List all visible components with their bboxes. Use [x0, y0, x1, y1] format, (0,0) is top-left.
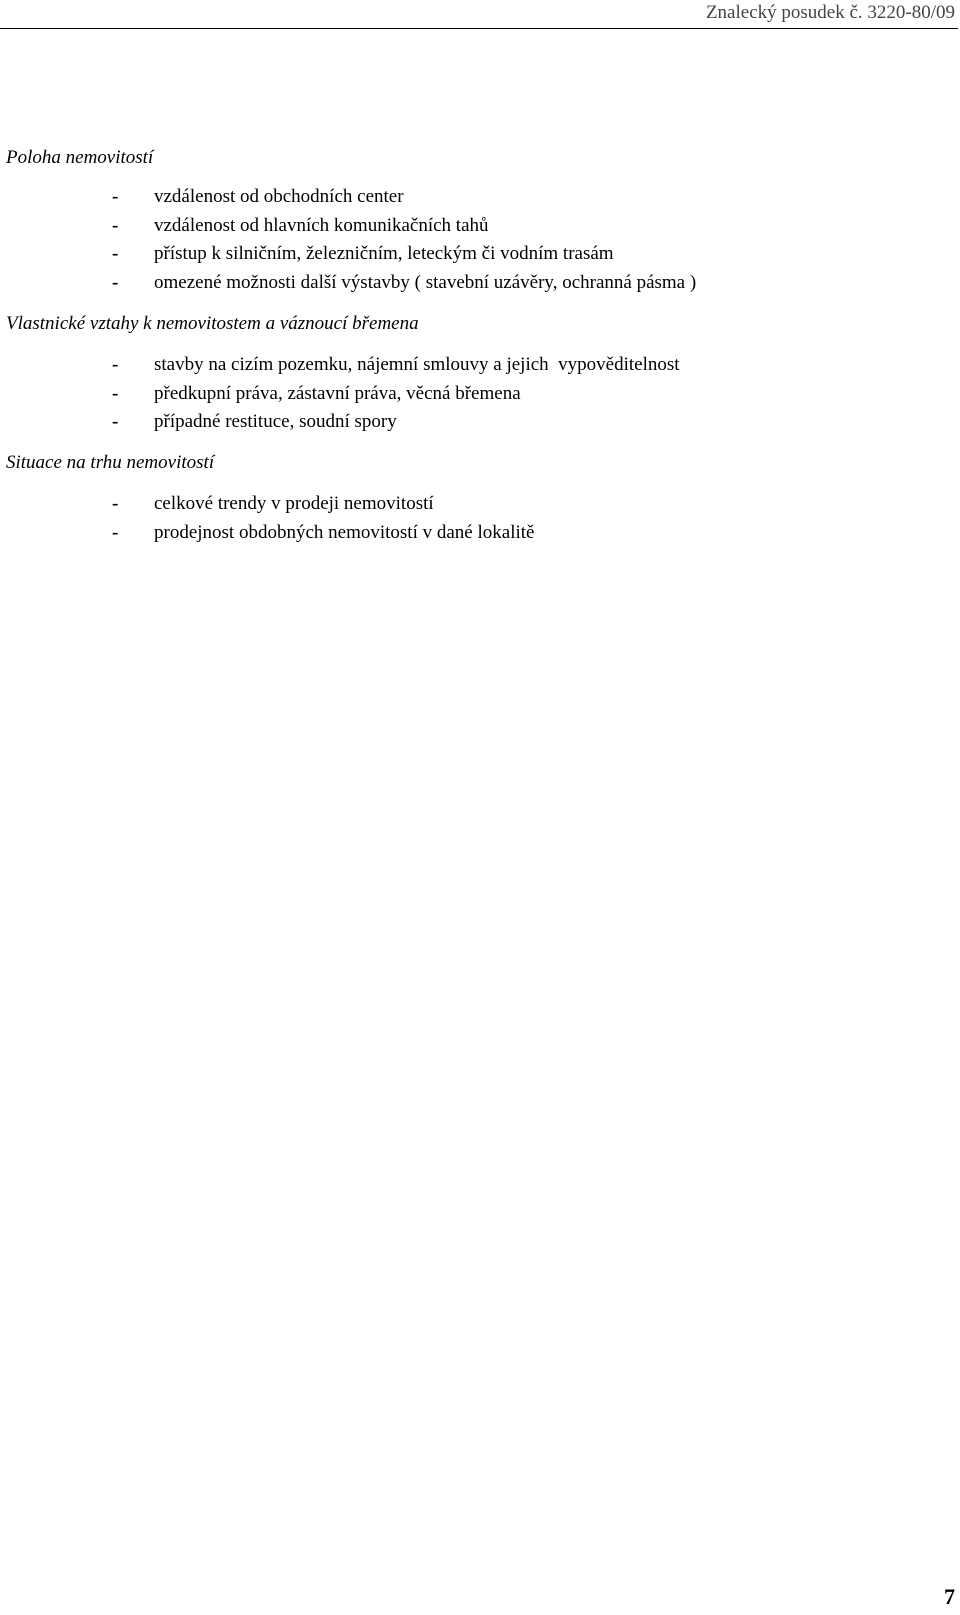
list-item: [0, 271, 697, 300]
list-item: [0, 353, 680, 382]
list-item-text: přístup k silničním, železničním, leteckým či vodním trasám: [154, 243, 614, 264]
list-item-text: omezené možnosti další výstavby ( stavební uzávěry, ochranná pásma ): [154, 271, 697, 293]
bullet-dash: -: [112, 411, 119, 432]
bullet-dash: -: [112, 521, 119, 543]
section-heading-poloha: Poloha nemovitostí: [6, 147, 154, 168]
bullet-dash: -: [112, 243, 119, 264]
list-item: [0, 242, 614, 271]
page-number: 7: [944, 1584, 955, 1609]
list-item-text: stavby na cizím pozemku, nájemní smlouvy a jejich vypověditelnost: [154, 354, 680, 375]
section-heading-vlastnicke-vztahy: Vlastnické vztahy k nemovitostem a váznoucí břemena: [6, 313, 419, 334]
list-vlastnicke-vztahy: [0, 353, 680, 439]
bullet-dash: -: [112, 382, 119, 404]
list-item: [0, 410, 397, 439]
list-item-text: vzdálenost od obchodních center: [154, 186, 404, 207]
bullet-dash: -: [112, 271, 119, 293]
list-item: [0, 214, 489, 243]
list-item: [0, 521, 535, 550]
list-item-text: vzdálenost od hlavních komunikačních tahů: [154, 214, 489, 236]
list-item-text: celkové trendy v prodeji nemovitostí: [154, 493, 434, 514]
list-situace-na-trhu: [0, 492, 535, 549]
section-heading-situace-na-trhu: Situace na trhu nemovitostí: [6, 452, 215, 473]
page-header: [0, 0, 958, 29]
bullet-dash: -: [112, 354, 119, 375]
list-item-text: předkupní práva, zástavní práva, věcná břemena: [154, 382, 521, 404]
list-item-text: případné restituce, soudní spory: [154, 411, 397, 432]
list-item: [0, 492, 434, 521]
list-item: [0, 185, 404, 214]
bullet-dash: -: [112, 186, 119, 207]
list-poloha: [0, 185, 697, 299]
document-title: Znalecký posudek č. 3220-80/09: [705, 2, 955, 23]
bullet-dash: -: [112, 214, 119, 236]
list-item: [0, 382, 521, 411]
bullet-dash: -: [112, 493, 119, 514]
list-item-text: prodejnost obdobných nemovitostí v dané lokalitě: [154, 521, 535, 543]
